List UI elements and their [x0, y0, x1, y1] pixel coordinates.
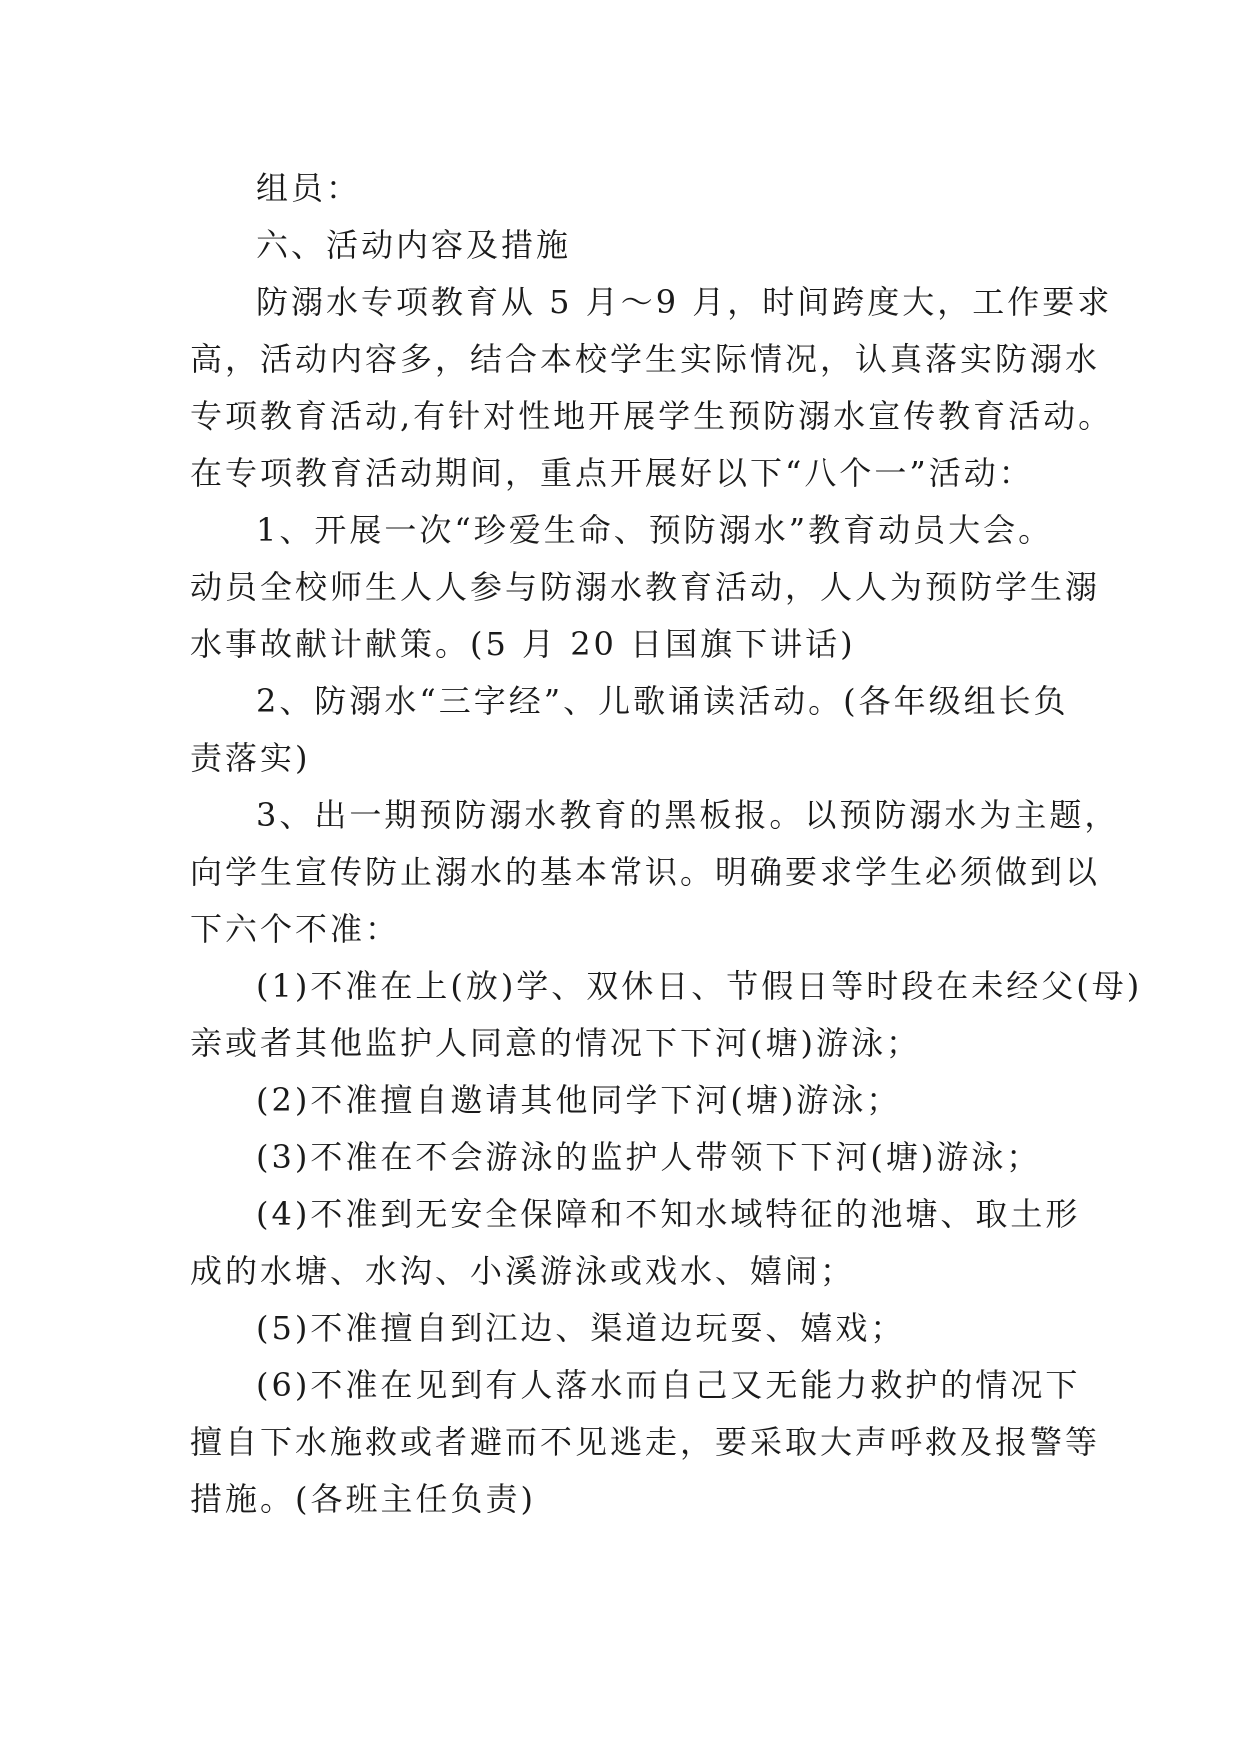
rule-item-line: (5)不准擅自到江边、渠道边玩耍、嬉戏； — [256, 1309, 906, 1347]
text-line: 责落实) — [190, 739, 311, 777]
list-item-line: 3、出一期预防溺水教育的黑板报。以预防溺水为主题， — [256, 796, 1120, 834]
text-line: 防溺水专项教育从 5 月～9 月，时间跨度大，工作要求 — [256, 283, 1113, 321]
text-line: 组员： — [256, 169, 362, 207]
text-line: 向学生宣传防止溺水的基本常识。明确要求学生必须做到以 — [190, 853, 1101, 891]
text-line: 下六个不准： — [190, 910, 401, 948]
text-line: 擅自下水施救或者避而不见逃走，要采取大声呼救及报警等 — [190, 1423, 1101, 1461]
text-line: 专项教育活动,有针对性地开展学生预防溺水宣传教育活动。 — [190, 397, 1114, 435]
document-body — [190, 160, 1143, 1528]
list-item-line: 2、防溺水“三字经”、儿歌诵读活动。(各年级组长负 — [256, 682, 1069, 720]
list-item-line: 1、开展一次“珍爱生命、预防溺水”教育动员大会。 — [256, 511, 1054, 549]
text-line: 动员全校师生人人参与防溺水教育活动，人人为预防学生溺 — [190, 568, 1101, 606]
rule-item-line: (3)不准在不会游泳的监护人带领下下河(塘)游泳； — [256, 1138, 1042, 1176]
document-text — [190, 160, 1143, 1528]
section-heading: 六、活动内容及措施 — [256, 226, 572, 264]
rule-item-line: (6)不准在见到有人落水而自己又无能力救护的情况下 — [256, 1366, 1081, 1404]
text-line: 在专项教育活动期间，重点开展好以下“八个一”活动： — [190, 454, 1034, 492]
text-line: 水事故献计献策。(5 月 20 日国旗下讲话) — [190, 625, 856, 663]
text-line: 成的水塘、水沟、小溪游泳或戏水、嬉闹； — [190, 1252, 856, 1290]
text-line: 亲或者其他监护人同意的情况下下河(塘)游泳； — [190, 1024, 921, 1062]
text-line: 高，活动内容多，结合本校学生实际情况，认真落实防溺水 — [190, 340, 1101, 378]
rule-item-line: (4)不准到无安全保障和不知水域特征的池塘、取土形 — [256, 1195, 1081, 1233]
rule-item-line: (1)不准在上(放)学、双休日、节假日等时段在未经父(母) — [256, 967, 1143, 1005]
rule-item-line: (2)不准擅自邀请其他同学下河(塘)游泳； — [256, 1081, 902, 1119]
text-line: 措施。(各班主任负责) — [190, 1480, 536, 1518]
